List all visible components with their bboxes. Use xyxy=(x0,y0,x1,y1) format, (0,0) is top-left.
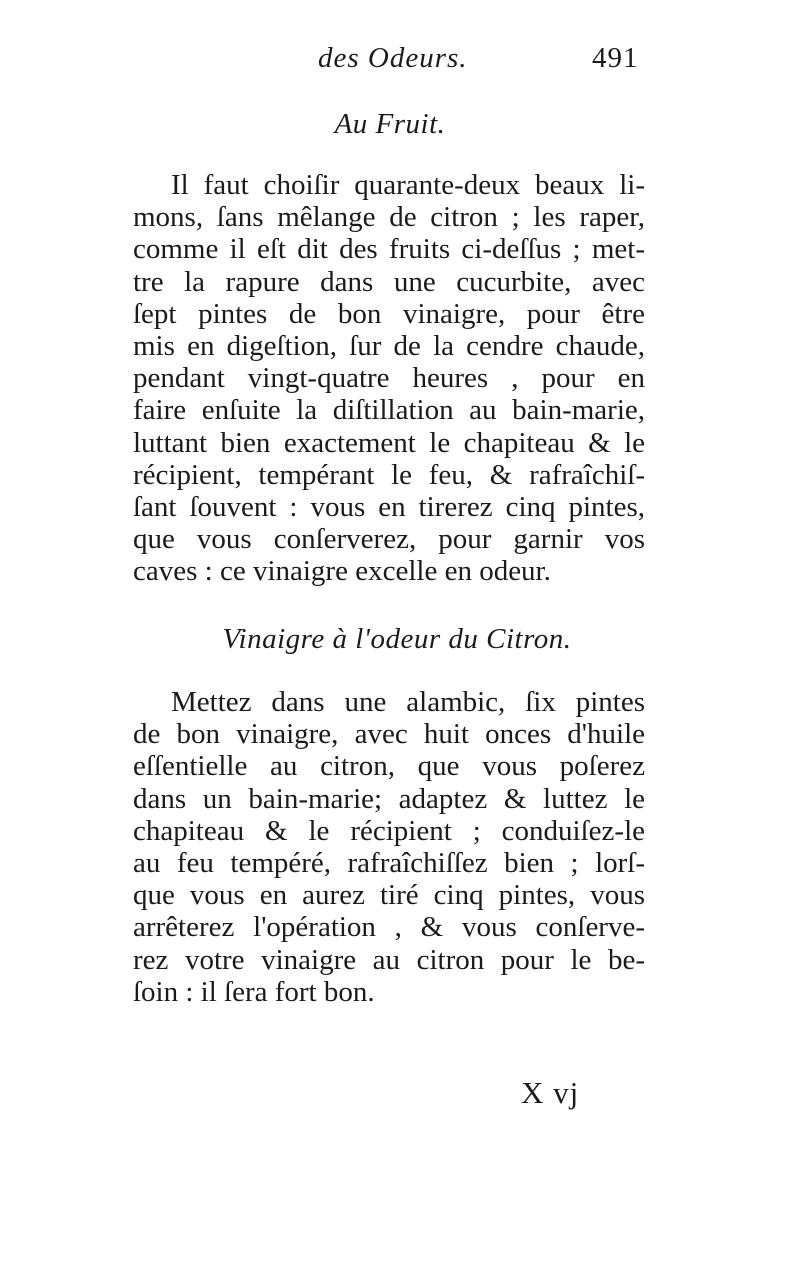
text-line: ſant ſouvent : vous en tirerez cinq pintes, xyxy=(133,490,645,523)
text-line: de bon vinaigre, avec huit onces d'huile xyxy=(133,718,645,751)
page-number: 491 xyxy=(592,42,639,74)
text-line: Il faut choiſir quarante-deux beaux li- xyxy=(171,169,645,201)
text-line: pendant vingt-quatre heures , pour en xyxy=(133,362,645,395)
running-head xyxy=(0,42,800,82)
text-line: eſſentielle au citron, que vous poſerez xyxy=(133,750,645,783)
text-line: chapiteau & le récipient ; conduiſez-le xyxy=(133,814,645,847)
text-line: que vous en aurez tiré cinq pintes, vous xyxy=(133,879,645,912)
text-line: Mettez dans une alambic, ſix pintes xyxy=(171,686,645,718)
text-line: que vous conſerverez, pour garnir vos xyxy=(133,523,645,556)
text-line: arrêterez l'opération , & vous conſerve- xyxy=(133,911,645,944)
text-line: luttant bien exactement le chapiteau & le xyxy=(133,426,645,459)
paragraph-au-fruit xyxy=(133,169,645,587)
text-line: comme il eſt dit des fruits ci-deſſus ; met- xyxy=(133,233,645,266)
paragraph-vinaigre-citron xyxy=(133,686,645,1008)
text-line: tre la rapure dans une cucurbite, avec xyxy=(133,265,645,298)
text-line: mons, ſans mêlange de citron ; les raper, xyxy=(133,201,645,234)
text-line: caves : ce vinaigre excelle en odeur. xyxy=(133,555,551,588)
text-line: mis en digeſtion, ſur de la cendre chaude, xyxy=(133,329,645,362)
catchword-signature: X vj xyxy=(521,1075,580,1110)
text-line: dans un bain-marie; adaptez & luttez le xyxy=(133,782,645,815)
section-title-vinaigre-citron: Vinaigre à l'odeur du Citron. xyxy=(222,623,572,655)
text-line: faire enſuite la diſtillation au bain-marie, xyxy=(133,394,645,427)
section-title-au-fruit: Au Fruit. xyxy=(334,108,446,140)
text-line: au feu tempéré, rafraîchiſſez bien ; lorſ- xyxy=(133,846,645,879)
text-line: ſept pintes de bon vinaigre, pour être xyxy=(133,297,645,330)
text-line: rez votre vinaigre au citron pour le be- xyxy=(133,943,645,976)
text-line: ſoin : il ſera fort bon. xyxy=(133,975,375,1008)
text-line: récipient, tempérant le feu, & rafraîchiſ- xyxy=(133,458,645,491)
running-title: des Odeurs. xyxy=(318,42,468,74)
